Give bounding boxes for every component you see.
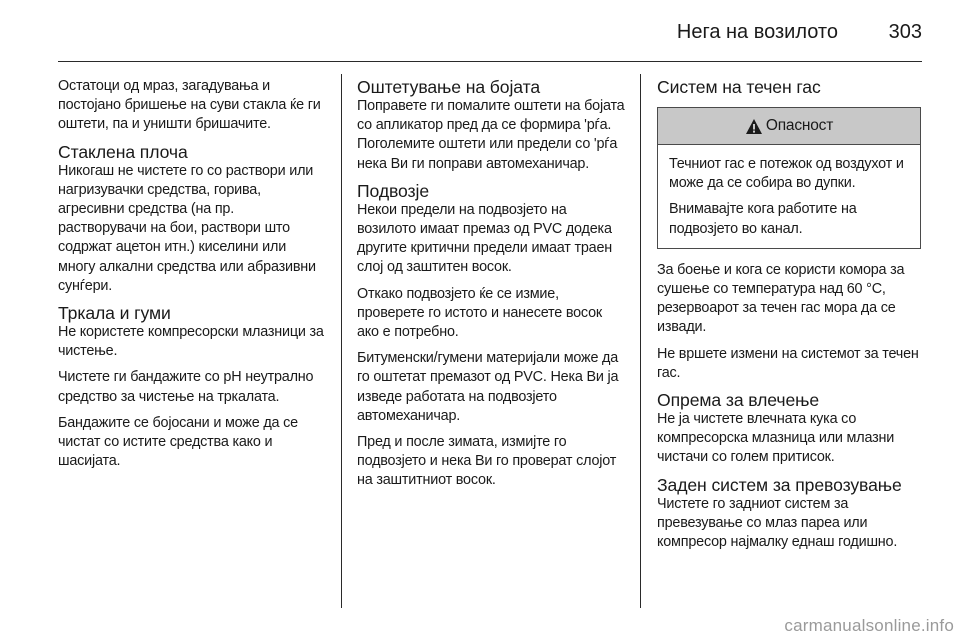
paragraph: Откако подвозјето ќе се измие, проверете го истото и нанесете восок ако е потребно. (357, 285, 602, 341)
warning-triangle-icon (745, 118, 763, 135)
section-heading-underbody: Подвозје (357, 180, 430, 201)
danger-box-header (658, 108, 920, 145)
paragraph: Бандажите се бојосани и може да се чистат со истите средства како и шасијата. (58, 414, 298, 470)
column-2 (357, 77, 627, 498)
paragraph: Поправете ги помалите оштети на бојата со апликатор пред да се формира 'рѓа. Поголемите оштети или предели со 'рѓа нека Ви ги поправи автомеханичар. (357, 98, 625, 172)
page-number: 303 (888, 21, 922, 43)
section-heading-glass-panel: Стаклена плоча (58, 141, 188, 162)
section-heading-rear-carrier-system: Заден систем за превозување (657, 474, 902, 495)
column-1 (58, 77, 326, 478)
section-heading-lpg-system: Систем на течен гас (657, 77, 821, 97)
page-title: Нега на возилото (676, 21, 838, 43)
paragraph: Чистете го задниот систем за превезување со млаз пареа или компресор најмалку еднаш годишно. (657, 495, 898, 551)
paragraph: Чистете ги бандажите со pH неутрално средство за чистење на тркалата. (58, 369, 314, 405)
paragraph: Внимавајте кога работите на подвозјето во канал. (669, 201, 857, 237)
section-heading-towing-equipment: Опрема за влечење (657, 390, 820, 411)
column-divider-1 (341, 74, 342, 608)
danger-box-title: Опасност (765, 117, 834, 135)
paragraph: Никогаш не чистете го со раствори или нагризувачки средства, горива, агресивни средства (на пр. растворувачи на бои, раствори што содржат ацетон итн.) киселини или многу алкални средства или абразивни сунѓери. (58, 162, 316, 294)
paragraph: Течниот гас е потежок од воздухот и може да се собира во дупки. (669, 156, 904, 192)
header-divider (58, 61, 922, 62)
watermark: carmanualsonline.info (784, 616, 954, 635)
section-heading-wheels-tyres: Тркала и гуми (58, 303, 171, 324)
paragraph: Некои предели на подвозјето на возилото имаат премаз од PVC додека другите критични предели имаат траен слој од заштитен восок. (357, 201, 612, 276)
section-heading-paint-damage: Оштетување на бојата (357, 77, 541, 97)
intro-paragraph: Остатоци од мраз, загадувања и постојано бришење на суви стакла ќе ги оштети, па и уништи бришачите. (58, 78, 321, 133)
danger-box-body (658, 145, 920, 248)
paragraph: Не вршете измени на системот за течен гас. (657, 345, 919, 381)
column-3 (657, 77, 925, 559)
page-header (0, 18, 922, 48)
paragraph: Битуменски/гумени материјали може да го оштетат премазот од PVC. Нека Ви ја изведе работата на подвозјето автомеханичар. (357, 350, 619, 424)
paragraph: Не ја чистете влечната кука со компресорска млазница или млазни чистачи со голем притисок. (657, 411, 895, 466)
danger-box (657, 107, 921, 249)
paragraph: За боење и кога се користи комора за сушење со температура над 60 °C, резервоарот за течен гас мора да се извади. (657, 261, 905, 336)
column-divider-2 (640, 74, 641, 608)
paragraph: Пред и после зимата, измијте го подвозјето и нека Ви го проверат слојот на заштитниот восок. (357, 434, 617, 489)
paragraph: Не користете компресорски млазници за чистење. (58, 324, 324, 360)
